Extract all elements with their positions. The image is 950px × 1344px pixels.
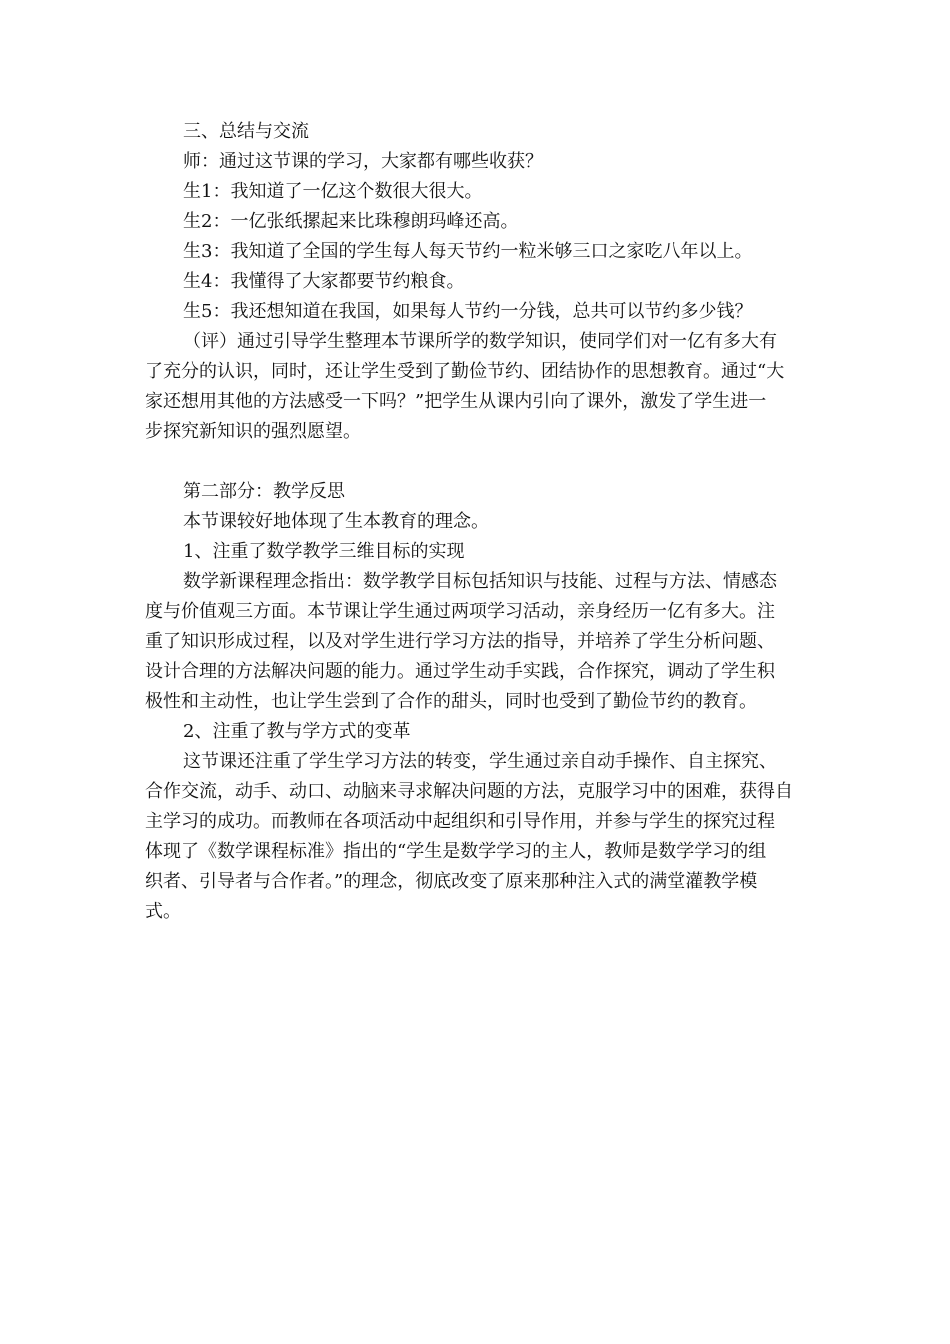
point-body-line: 数学新课程理念指出：数学教学目标包括知识与技能、过程与方法、情感态	[183, 571, 777, 592]
point-body-line: 设计合理的方法解决问题的能力。通过学生动手实践，合作探究，调动了学生积	[145, 661, 775, 682]
intro-line: 本节课较好地体现了生本教育的理念。	[183, 511, 489, 532]
dialogue-line: 师：通过这节课的学习，大家都有哪些收获？	[183, 151, 543, 172]
comment-paragraph-line: 家还想用其他的方法感受一下吗？”把学生从课内引向了课外，激发了学生进一	[145, 391, 767, 412]
point-body-line: 这节课还注重了学生学习方法的转变，学生通过亲自动手操作、自主探究、	[183, 751, 777, 772]
comment-paragraph-line: 步探究新知识的强烈愿望。	[145, 421, 361, 442]
dialogue-line: 生1：我知道了一亿这个数很大很大。	[183, 181, 483, 202]
document-page	[145, 117, 810, 927]
point-title: 2、注重了教与学方式的变革	[183, 721, 411, 742]
point-body-line: 极性和主动性，也让学生尝到了合作的甜头，同时也受到了勤俭节约的教育。	[145, 691, 757, 712]
dialogue-line: 生5：我还想知道在我国，如果每人节约一分钱，总共可以节约多少钱？	[183, 301, 753, 322]
paragraph-spacer	[145, 447, 810, 477]
dialogue-line: 生4：我懂得了大家都要节约粮食。	[183, 271, 465, 292]
point-body-line: 主学习的成功。而教师在各项活动中起组织和引导作用，并参与学生的探究过程	[145, 811, 775, 832]
point-body-line: 式。	[145, 901, 181, 922]
point-body-line: 合作交流，动手、动口、动脑来寻求解决问题的方法，克服学习中的困难，获得自	[145, 781, 793, 802]
point-body-line: 重了知识形成过程，以及对学生进行学习方法的指导，并培养了学生分析问题、	[145, 631, 775, 652]
dialogue-line: 生2：一亿张纸摞起来比珠穆朗玛峰还高。	[183, 211, 519, 232]
section-heading: 三、总结与交流	[183, 121, 309, 142]
part-heading: 第二部分：教学反思	[183, 481, 345, 502]
comment-paragraph-line: 了充分的认识，同时，还让学生受到了勤俭节约、团结协作的思想教育。通过“大	[145, 361, 785, 382]
comment-paragraph-line: （评）通过引导学生整理本节课所学的数学知识，使同学们对一亿有多大有	[183, 331, 777, 352]
point-title: 1、注重了数学教学三维目标的实现	[183, 541, 465, 562]
point-body-line: 织者、引导者与合作者。”的理念，彻底改变了原来那种注入式的满堂灌教学模	[145, 871, 758, 892]
point-body-line: 度与价值观三方面。本节课让学生通过两项学习活动，亲身经历一亿有多大。注	[145, 601, 775, 622]
point-body-line: 体现了《数学课程标准》指出的“学生是数学学习的主人，教师是数学学习的组	[145, 841, 767, 862]
dialogue-line: 生3：我知道了全国的学生每人每天节约一粒米够三口之家吃八年以上。	[183, 241, 753, 262]
